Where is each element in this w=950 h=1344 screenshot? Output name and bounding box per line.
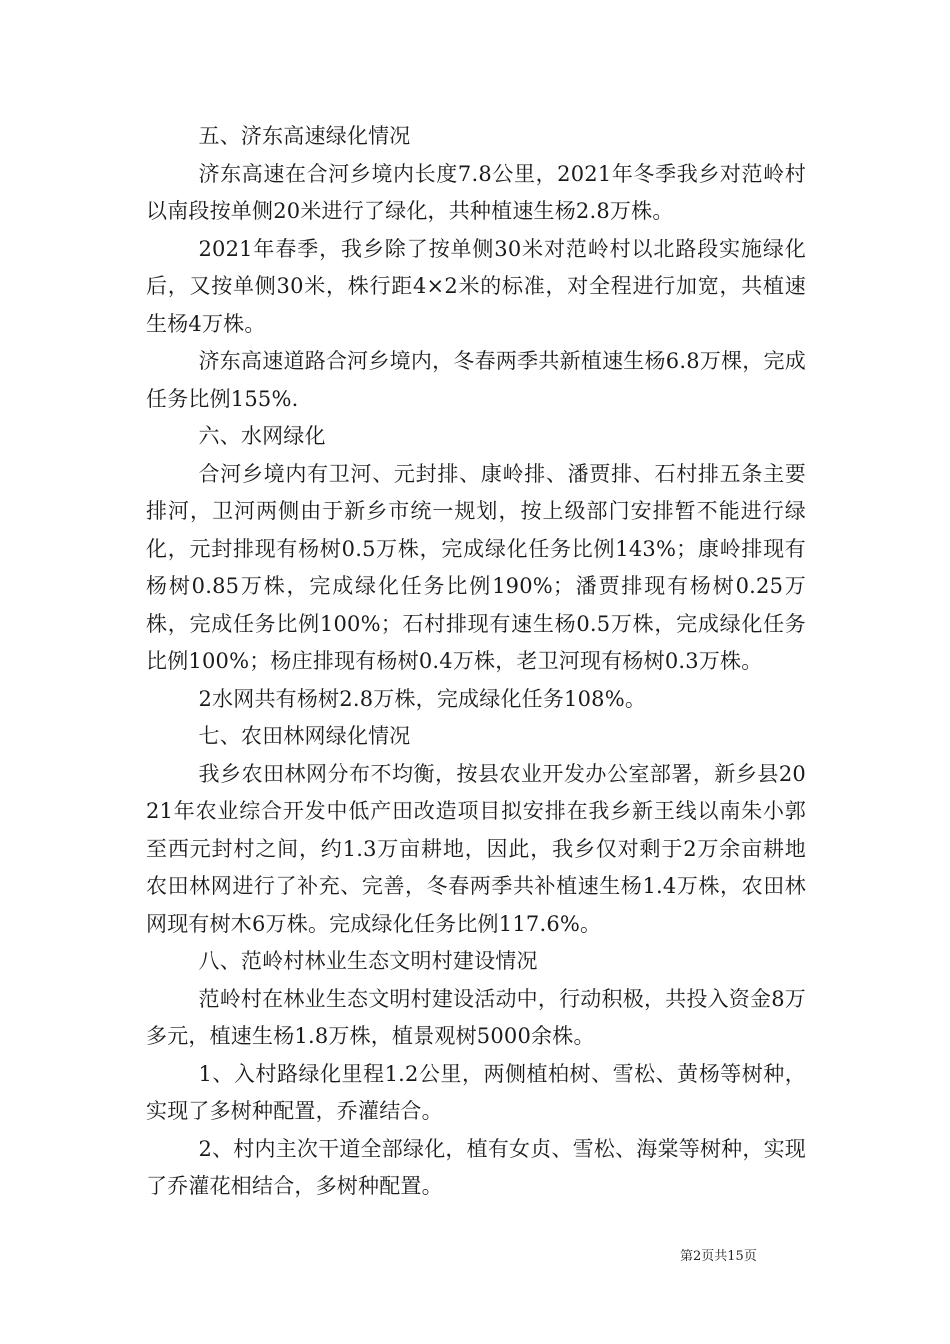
section-heading-5: 五、济东高速绿化情况 (198, 124, 411, 148)
paragraph: 2水网共有杨树2.8万株，完成绿化任务108%。 (198, 686, 647, 711)
paragraph: 我乡农田林网分布不均衡，按县农业开发办公室部署，新乡县2021年农业综合开发中低产田改造项目拟安排在我乡新王线以南朱小郭至西元封村之间，约1.3万亩耕地，因此，我乡仅对剩于2万余亩耕地农田林网进行了补充、完善，冬春两季共补植速生杨1.4万株，农田林网现有树木6万株。完成绿化任务比例117.6%。 (146, 761, 806, 936)
section-heading-8: 八、范岭村林业生态文明村建设情况 (198, 949, 538, 973)
section-heading-6: 六、水网绿化 (198, 424, 326, 448)
page-number: 第2页共15页 (680, 1249, 757, 1264)
section-heading-7: 七、农田林网绿化情况 (198, 724, 411, 748)
paragraph: 范岭村在林业生态文明村建设活动中，行动积极，共投入资金8万多元，植速生杨1.8万株，植景观树5000余株。 (146, 986, 806, 1048)
paragraph: 2021年春季，我乡除了按单侧30米对范岭村以北路段实施绿化后，又按单侧30米，株行距4×2米的标准，对全程进行加宽，共植速生杨4万株。 (146, 236, 806, 336)
paragraph: 合河乡境内有卫河、元封排、康岭排、潘贾排、石村排五条主要排河，卫河两侧由于新乡市统一规划，按上级部门安排暂不能进行绿化，元封排现有杨树0.5万株，完成绿化任务比例143%；康岭排现有杨树0.85万株，完成绿化任务比例190%；潘贾排现有杨树0.25万株，完成任务比例100%；石村排现有速生杨0.5万株，完成绿化任务比例100%；杨庄排现有杨树0.4万株，老卫河现有杨树0.3万株。 (146, 461, 806, 673)
document-body (146, 118, 806, 1206)
paragraph: 济东高速道路合河乡境内，冬春两季共新植速生杨6.8万棵，完成任务比例155%. (146, 349, 806, 411)
paragraph: 1、入村路绿化里程1.2公里，两侧植柏树、雪松、黄杨等树种，实现了多树种配置，乔灌结合。 (146, 1061, 806, 1123)
paragraph: 2、村内主次干道全部绿化，植有女贞、雪松、海棠等树种，实现了乔灌花相结合，多树种配置。 (146, 1136, 806, 1198)
paragraph: 济东高速在合河乡境内长度7.8公里，2021年冬季我乡对范岭村以南段按单侧20米进行了绿化，共种植速生杨2.8万株。 (146, 161, 806, 223)
